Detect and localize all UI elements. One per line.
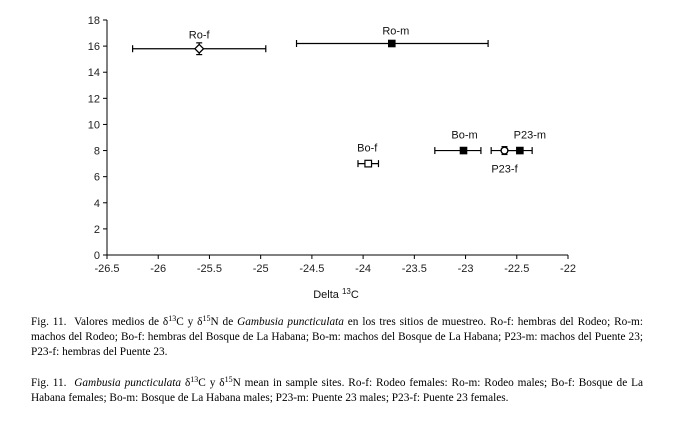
point-label: P23-f <box>491 163 518 176</box>
x-tick-label: -24 <box>355 263 372 275</box>
x-tick-label: -25 <box>252 263 269 275</box>
data-point-bo-f <box>357 143 378 168</box>
chart-axes <box>88 15 576 275</box>
x-axis-label: Delta $^{13}$C <box>313 287 359 301</box>
x-tick-label: -24.5 <box>299 263 325 275</box>
data-point-p23-f <box>491 147 519 176</box>
y-tick-label: 18 <box>87 15 100 27</box>
point-label: Bo-f <box>357 142 378 155</box>
data-marker <box>388 40 395 47</box>
caption-english: Fig. 11. Gambusia puncticulata $\delta^{13}C$ y $\delta^{15}N$ mean in sample sites. Ro-f: Rodeo females: Ro-m: Rodeo males; Bo-f: Bosque de La Habana females; Bo-m: Bosque de La Habana males; P23-m: Puente 23 males; P23-f: Puente 23 females. <box>31 375 644 404</box>
data-point-ro-m <box>297 26 489 48</box>
x-tick-label: -22 <box>560 263 576 275</box>
point-label: Bo-m <box>451 129 478 142</box>
y-tick-label: 10 <box>87 119 100 132</box>
x-tick-label: -23.5 <box>401 263 427 275</box>
point-label: Ro-m <box>382 25 410 38</box>
y-tick-label: 8 <box>93 145 100 158</box>
x-tick-label: -26.5 <box>94 263 120 275</box>
point-label: P23-m <box>513 129 547 142</box>
y-tick-label: 6 <box>93 171 100 184</box>
data-point-ro-f <box>133 30 266 55</box>
y-tick-label: 12 <box>87 93 100 106</box>
x-tick-label: -26 <box>150 263 167 275</box>
y-tick-label: 16 <box>87 41 100 54</box>
data-marker <box>195 44 204 53</box>
data-marker <box>460 147 467 154</box>
x-tick-label: -23 <box>457 263 474 275</box>
caption-spanish: Fig. 11. Valores medios de $\delta^{13}C$ y $\delta^{15}N$ de Gambusia puncticulata en los tres sitios de muestreo. Ro-f: hembras del Rodeo; Ro-m: machos del Rodeo; Bo-f: hembras del Bosque de La Habana; Bo-m: machos del Bosque de La Habana; P23-m: machos del Puente 23; P23-f: hembras del Puente 23. <box>31 314 643 358</box>
point-label: Ro-f <box>188 29 210 42</box>
y-tick-label: 0 <box>93 250 100 262</box>
data-marker <box>501 147 508 154</box>
y-tick-label: 14 <box>87 67 100 80</box>
chart-marks <box>133 26 546 176</box>
x-tick-label: -25.5 <box>196 263 222 275</box>
data-point-bo-m <box>435 130 481 155</box>
x-tick-label: -22.5 <box>504 263 530 275</box>
data-marker <box>365 160 372 167</box>
y-tick-label: 4 <box>93 197 100 210</box>
y-tick-label: 2 <box>93 223 100 236</box>
